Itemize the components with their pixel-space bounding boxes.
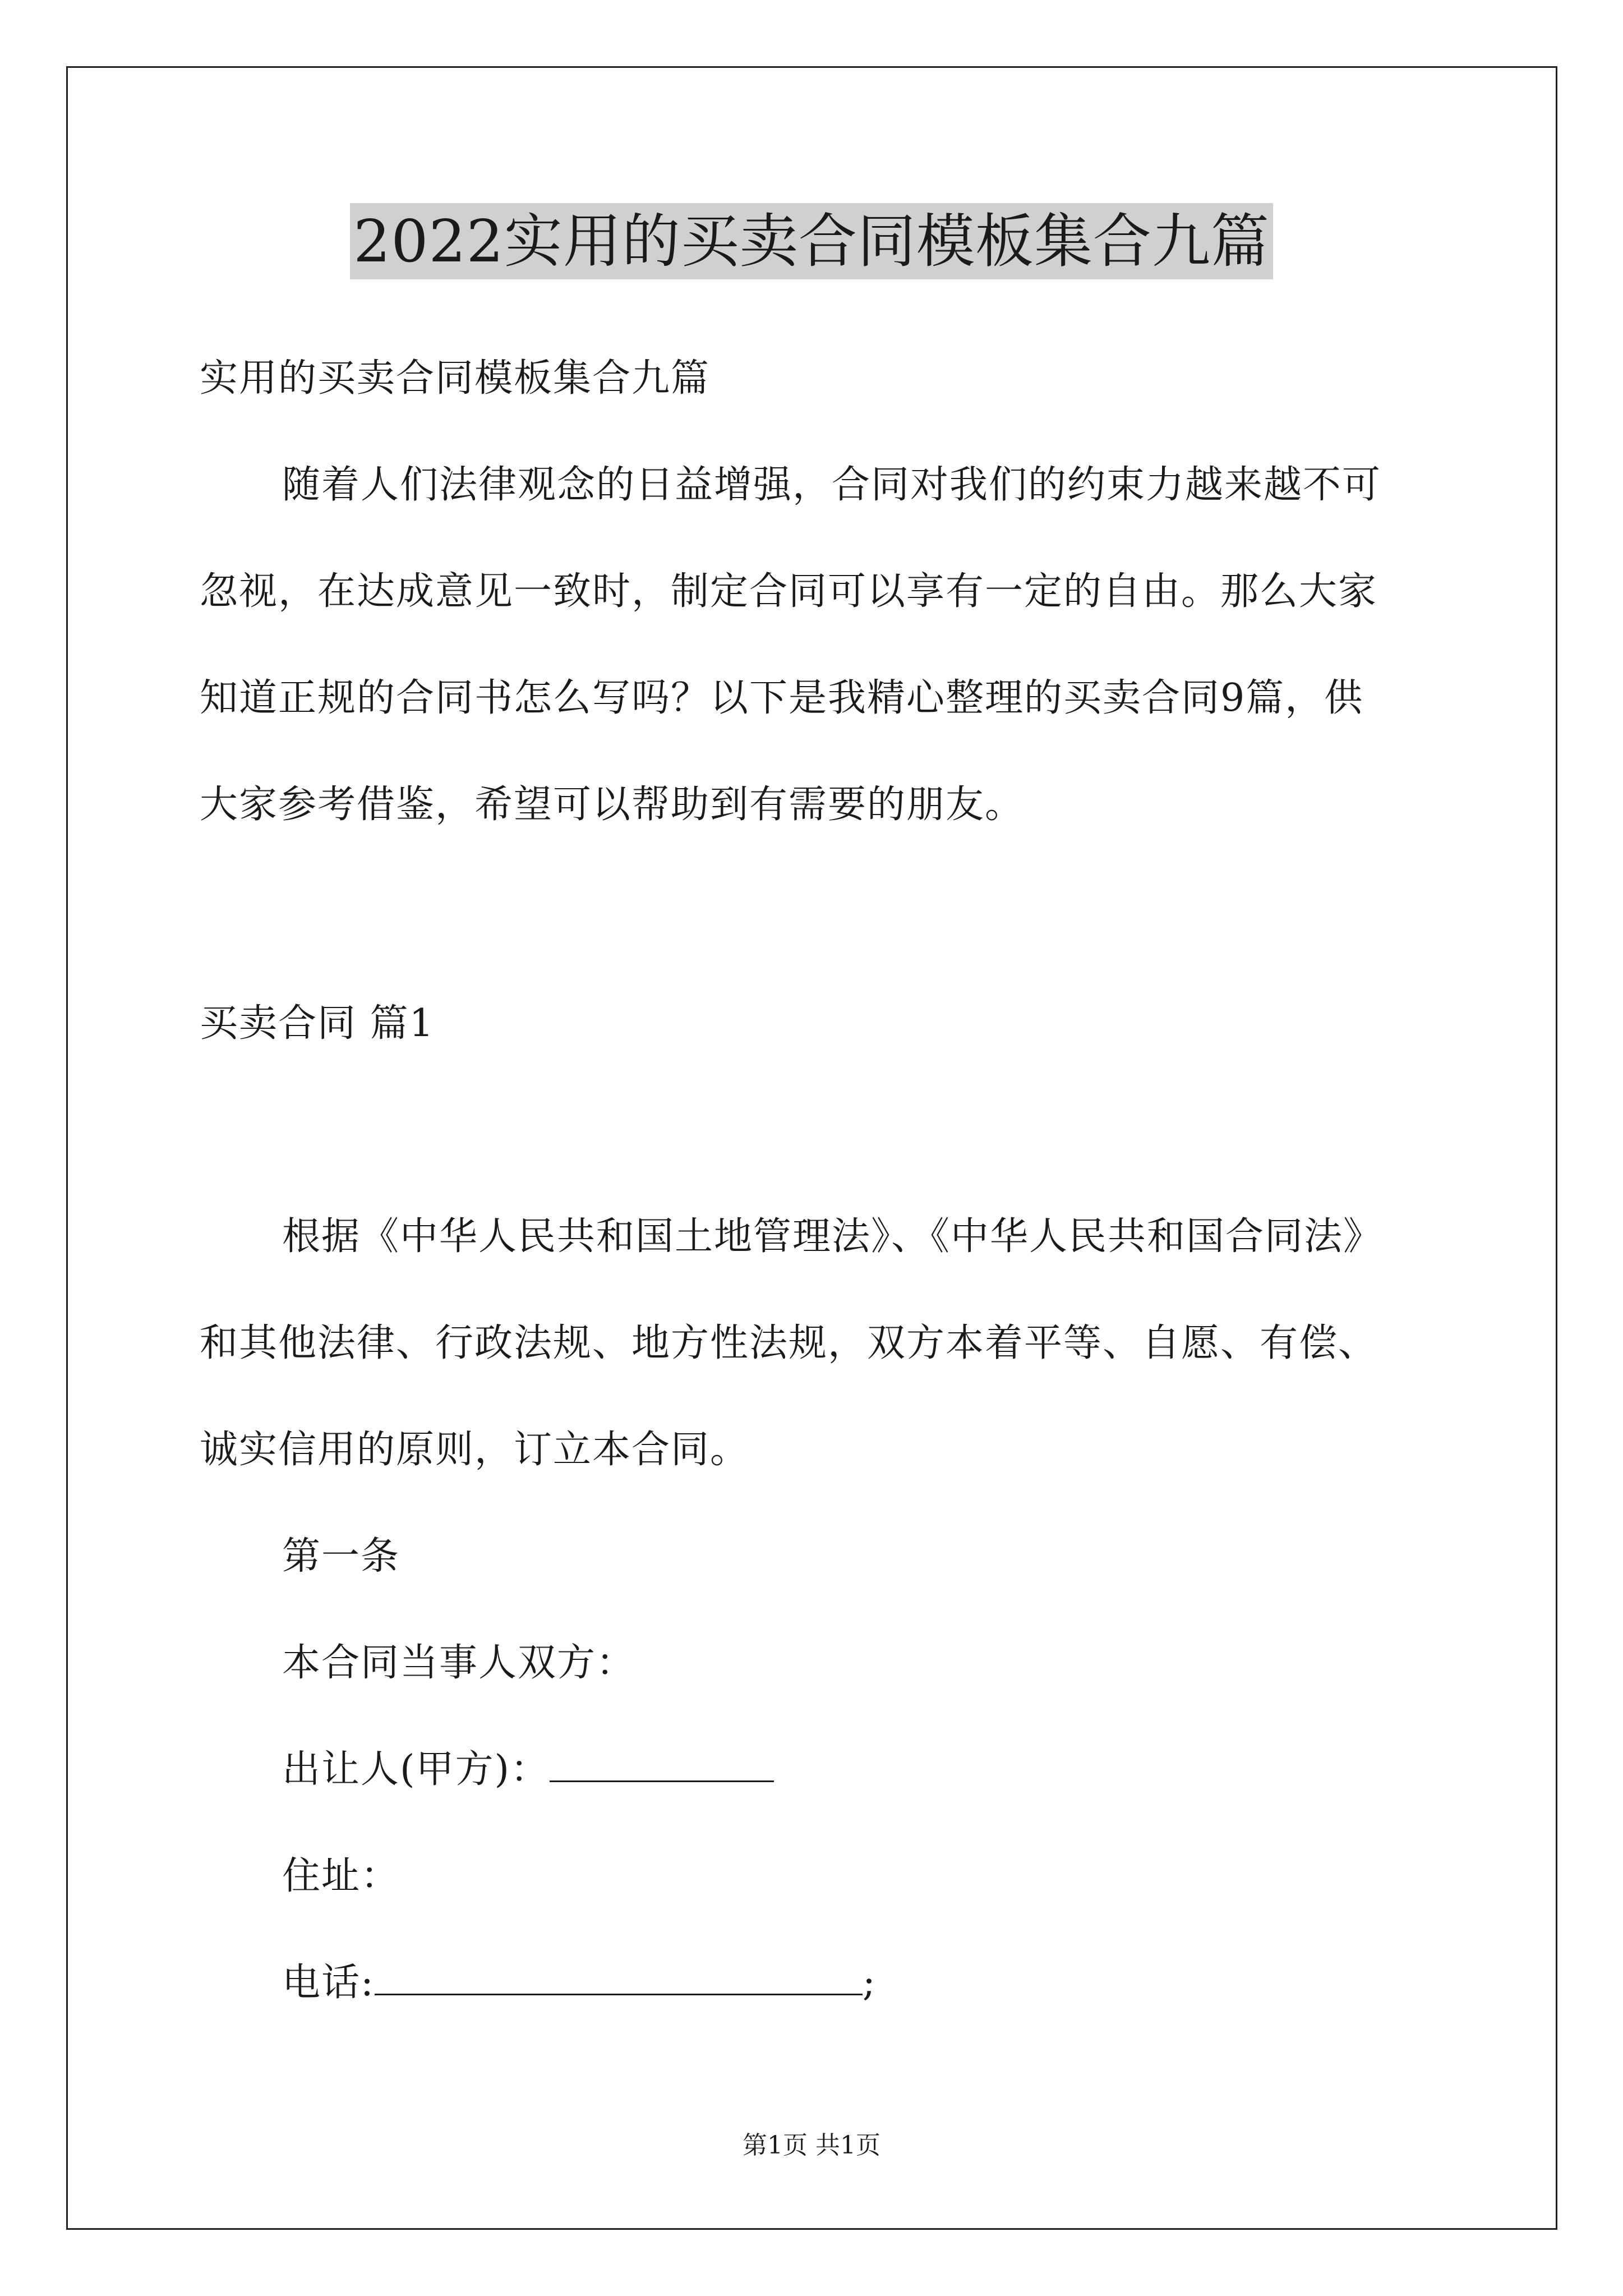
phone-label: 电话: (282, 1961, 375, 2005)
basis-line-1: 根据《中华人民共和国土地管理法》、《中华人民共和国合同法》 (282, 1214, 1383, 1259)
assignor-row (282, 1745, 774, 1795)
intro-line-1: 随着人们法律观念的日益增强，合同对我们的约束力越来越不可 (282, 463, 1382, 507)
document-title: 2022实用的买卖合同模板集合九篇 (350, 203, 1273, 279)
title-container (0, 203, 1623, 279)
intro-line-3: 知道正规的合同书怎么写吗？以下是我精心整理的买卖合同9篇，供 (200, 676, 1364, 720)
address-label: 住址： (282, 1854, 400, 1898)
page-footer: 第1页 共1页 (743, 2131, 880, 2160)
assignor-label: 出让人(甲方)： (282, 1747, 550, 1792)
basis-line-2: 和其他法律、行政法规、地方性法规，双方本着平等、自愿、有偿、 (200, 1321, 1378, 1365)
phone-suffix: ; (862, 1961, 877, 2005)
parties-label: 本合同当事人双方： (282, 1641, 636, 1685)
document-subtitle: 实用的买卖合同模板集合九篇 (200, 356, 711, 401)
section-heading: 买卖合同 篇1 (200, 1001, 435, 1046)
intro-line-2: 忽视，在达成意见一致时，制定合同可以享有一定的自由。那么大家 (200, 569, 1378, 614)
assignor-blank[interactable] (550, 1747, 774, 1782)
article-heading: 第一条 (282, 1534, 400, 1579)
phone-row (282, 1958, 877, 2008)
basis-line-3: 诚实信用的原则，订立本合同。 (200, 1428, 750, 1472)
phone-blank[interactable] (375, 1960, 863, 1995)
intro-line-4: 大家参考借鉴，希望可以帮助到有需要的朋友。 (200, 783, 1025, 827)
